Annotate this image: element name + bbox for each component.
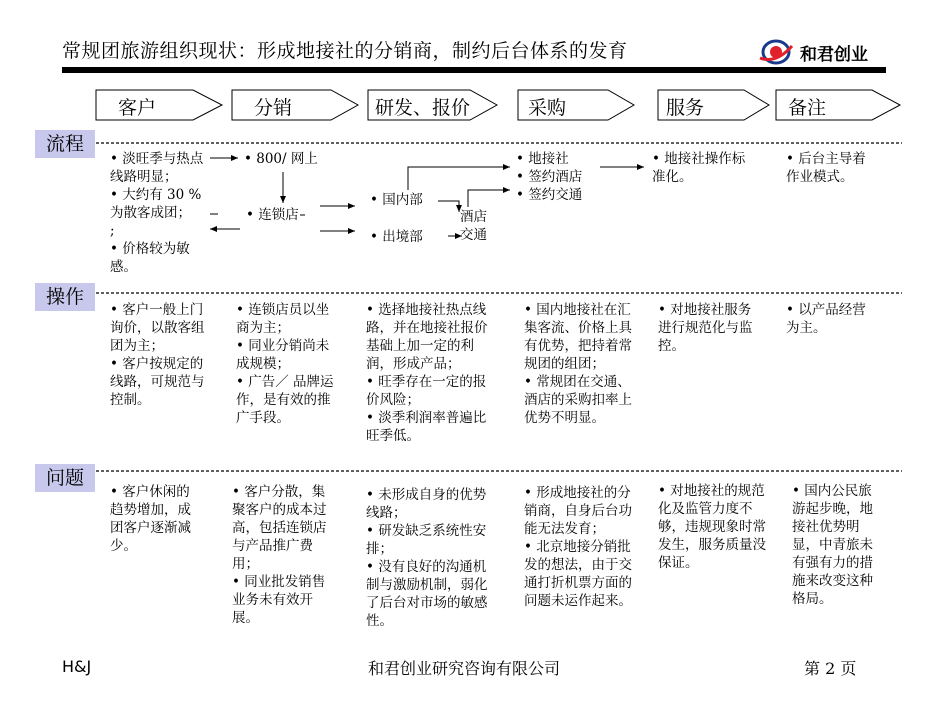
op-service-cell: • 对地接社服务进行规范化与监控。 [658,302,753,354]
op-customer-cell: • 客户一般上门询价，以散客组团为主； • 客户按规定的线路，可规范与控制。 [110,302,205,408]
op-rd-cell: • 选择地接社热点线路，并在地接社报价基础上加一定的利润，形成产品； • 旺季存在一定的报价风险； • 淡季利润率普遍比旺季低。 [366,302,488,444]
col-header-distribution: 分销 [254,97,293,119]
flow-remark-cell: • 后台主导着作业模式。 [786,151,866,185]
page-title: 常规团旅游组织现状：形成地接社的分销商，制约后台体系的发育 [62,40,628,62]
col-header-remark: 备注 [788,97,827,119]
problem-distribution-cell: • 客户分散，集聚客户的成本过高，包括连锁店与产品推广费用； • 同业批发销售业务未有效开展。 [232,484,327,626]
flow-service-cell: • 地接社操作标准化。 [652,151,746,185]
footer-center: 和君创业研究咨询有限公司 [368,659,561,678]
col-header-rd-quote: 研发、报价 [375,97,471,119]
problem-rd-cell: • 未形成自身的优势线路； • 研发缺乏系统性安排； • 没有良好的沟通机制与激励机制，弱化了后台对市场的敏感性。 [366,487,488,629]
footer-left: H&J [62,657,92,676]
problem-customer-cell: • 客户休闲的趋势增加，成团客户逐渐减少。 [110,484,191,554]
problem-remark-cell: • 国内公民旅游起步晚，地接社优势明显，中青旅未有强有力的措施来改变这种格局。 [792,483,873,607]
flow-customer-cell: • 淡旺季与热点线路明显； • 大约有 30 %为散客成团； ; • 价格较为敏感。 [110,151,204,275]
col-header-customer: 客户 [118,97,157,119]
flow-chain-store: • 连锁店 [246,207,299,223]
flow-domestic-dept: • 国内部 [370,192,423,208]
op-remark-cell: • 以产品经营为主。 [786,302,866,336]
company-logo-text: 和君创业 [800,45,868,65]
row-label-problem: 问题 [35,464,95,492]
col-header-service: 服务 [666,97,705,119]
problem-procure-cell: • 形成地接社的分销商，自身后台功能无法发育； • 北京地接分销批发的想法，由于交通打折机票方面的问题未运作起来。 [524,485,632,609]
row-label-flow: 流程 [35,130,95,158]
flow-800-online: • 800/ 网上 [244,151,318,167]
flow-hotel-transport: 酒店交通 [460,209,487,243]
op-distribution-cell: • 连锁店员以坐商为主； • 同业分销尚未成规模； • 广告／ 品牌运作，是有效的推广手段。 [236,302,334,426]
op-procure-cell: • 国内地接社在汇集客流、价格上具有优势，把持着常规团的组团； • 常规团在交通、酒店的采购扣率上优势不明显。 [524,302,632,426]
row-label-operation: 操作 [35,283,95,311]
flow-outbound-dept: • 出境部 [370,229,423,245]
problem-service-cell: • 对地接社的规范化及监管力度不够，违规现象时常发生，服务质量没保证。 [658,483,766,571]
flow-procure-cell: • 地接社 • 签约酒店 • 签约交通 [516,151,583,203]
footer-page-number: 第 2 页 [804,659,857,678]
col-header-procurement: 采购 [528,97,567,119]
